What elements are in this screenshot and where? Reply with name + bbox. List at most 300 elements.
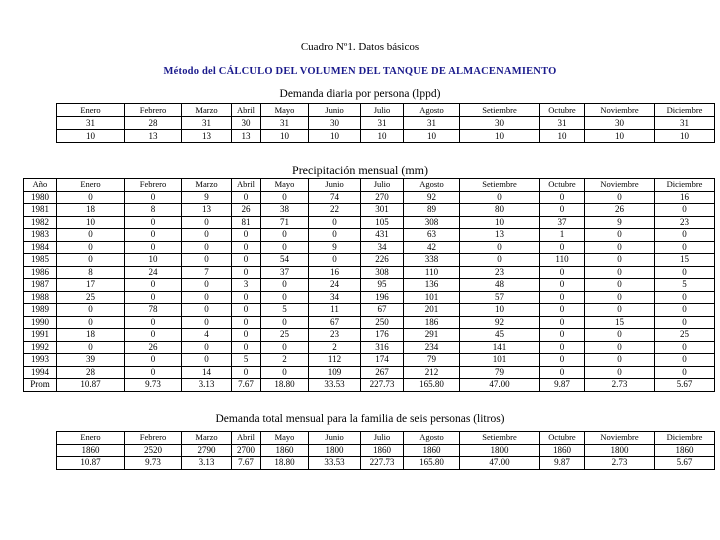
table-cell: 0 [585, 279, 655, 292]
table-cell: 33.53 [309, 379, 361, 392]
table-cell: 301 [361, 204, 404, 217]
table-cell: 3.13 [182, 379, 232, 392]
table-cell: 0 [182, 354, 232, 367]
table-cell: 0 [182, 229, 232, 242]
table-cell: 25 [57, 291, 125, 304]
table-cell: 141 [460, 341, 540, 354]
table-cell: 7 [182, 266, 232, 279]
month-header: Diciembre [655, 104, 715, 117]
table-row [24, 291, 715, 304]
table-cell: 0 [57, 316, 125, 329]
table-cell: 0 [261, 366, 309, 379]
month-header: Octubre [540, 104, 585, 117]
table-cell: 9.87 [540, 457, 585, 470]
table-cell: 25 [655, 329, 715, 342]
table-cell: 34 [361, 241, 404, 254]
table-cell: 10 [540, 130, 585, 143]
table-cell: 26 [125, 341, 182, 354]
table-cell: 80 [460, 204, 540, 217]
month-header: Junio [309, 104, 361, 117]
table-cell: 30 [460, 117, 540, 130]
month-header: Julio [361, 104, 404, 117]
table-cell: 16 [655, 191, 715, 204]
year-header: Año [24, 179, 57, 192]
month-header: Diciembre [655, 432, 715, 445]
table-cell: 0 [232, 316, 261, 329]
table-cell: 2.73 [585, 457, 655, 470]
table-cell: 431 [361, 229, 404, 242]
table-cell: 2520 [125, 444, 182, 457]
table-cell: 81 [232, 216, 261, 229]
table-cell: 5 [655, 279, 715, 292]
month-header: Febrero [125, 179, 182, 192]
table-cell: 31 [655, 117, 715, 130]
table-cell: 112 [309, 354, 361, 367]
table-cell: 0 [57, 341, 125, 354]
table-cell: 0 [540, 241, 585, 254]
table-cell: 10 [655, 130, 715, 143]
table-cell: 4 [182, 329, 232, 342]
table-row [24, 279, 715, 292]
month-header: Abril [232, 179, 261, 192]
table-cell: 10 [585, 130, 655, 143]
table-cell: 9.73 [125, 379, 182, 392]
table-row [24, 329, 715, 342]
table-cell: 9 [182, 191, 232, 204]
month-header: Febrero [125, 432, 182, 445]
table-row [24, 266, 715, 279]
month-header: Enero [57, 179, 125, 192]
table-cell: 0 [125, 241, 182, 254]
table-cell: 0 [540, 266, 585, 279]
table-cell: 3 [232, 279, 261, 292]
table-cell: 0 [540, 329, 585, 342]
table-cell: 47.00 [460, 379, 540, 392]
table-cell: 0 [232, 266, 261, 279]
table-cell: 3.13 [182, 457, 232, 470]
table-cell: 0 [585, 254, 655, 267]
table-cell: 18.80 [261, 379, 309, 392]
table-cell: 5.67 [655, 457, 715, 470]
table-cell: 0 [182, 216, 232, 229]
table-cell: 13 [460, 229, 540, 242]
table-cell: 0 [655, 366, 715, 379]
table-cell: 234 [404, 341, 460, 354]
month-header: Enero [57, 432, 125, 445]
precipitacion-table [23, 178, 715, 392]
year-cell: 1994 [24, 366, 57, 379]
table-cell: 2 [309, 341, 361, 354]
table-cell: 30 [232, 117, 261, 130]
table-cell: 0 [125, 191, 182, 204]
table-cell: 0 [182, 291, 232, 304]
table-cell: 0 [309, 216, 361, 229]
table-cell: 0 [261, 229, 309, 242]
table-cell: 34 [309, 291, 361, 304]
table-cell: 165.80 [404, 457, 460, 470]
table-cell: 101 [460, 354, 540, 367]
table-cell: 0 [232, 191, 261, 204]
table-cell: 28 [125, 117, 182, 130]
table-cell: 0 [232, 241, 261, 254]
year-cell: 1983 [24, 229, 57, 242]
year-cell: 1987 [24, 279, 57, 292]
table-cell: 18 [57, 329, 125, 342]
table-cell: 92 [404, 191, 460, 204]
table-cell: 1860 [404, 444, 460, 457]
table-cell: 0 [57, 229, 125, 242]
table-cell: 0 [232, 341, 261, 354]
table-cell: 2.73 [585, 379, 655, 392]
month-header: Octubre [540, 432, 585, 445]
table-cell: 10 [125, 254, 182, 267]
month-header: Marzo [182, 179, 232, 192]
table-cell: 0 [182, 316, 232, 329]
table-cell: 0 [57, 191, 125, 204]
table-cell: 0 [585, 229, 655, 242]
table-cell: 13 [182, 130, 232, 143]
table-cell: 308 [404, 216, 460, 229]
table-cell: 37 [540, 216, 585, 229]
month-header: Noviembre [585, 104, 655, 117]
month-header: Enero [57, 104, 125, 117]
table-cell: 0 [540, 279, 585, 292]
table-cell: 0 [57, 304, 125, 317]
month-header: Agosto [404, 432, 460, 445]
table-cell: 176 [361, 329, 404, 342]
table-cell: 174 [361, 354, 404, 367]
month-header: Febrero [125, 104, 182, 117]
table-cell: 92 [460, 316, 540, 329]
table-cell: 79 [460, 366, 540, 379]
table-cell: 0 [585, 291, 655, 304]
table-cell: 0 [232, 254, 261, 267]
table-cell: 0 [460, 254, 540, 267]
table-cell: 0 [585, 266, 655, 279]
table-cell: 338 [404, 254, 460, 267]
table-row [24, 216, 715, 229]
month-header: Mayo [261, 432, 309, 445]
table-cell: 10 [460, 216, 540, 229]
table-row [24, 304, 715, 317]
table-cell: 0 [182, 254, 232, 267]
table-cell: 227.73 [361, 457, 404, 470]
table-cell: 1860 [361, 444, 404, 457]
table-cell: 2790 [182, 444, 232, 457]
table-cell: 16 [309, 266, 361, 279]
table-cell: 10.87 [57, 379, 125, 392]
table-cell: 1860 [57, 444, 125, 457]
table-cell: 0 [309, 229, 361, 242]
table-cell: 23 [655, 216, 715, 229]
year-cell: 1991 [24, 329, 57, 342]
month-header: Noviembre [585, 179, 655, 192]
table-row [24, 366, 715, 379]
month-header: Noviembre [585, 432, 655, 445]
month-header: Agosto [404, 179, 460, 192]
table-cell: 63 [404, 229, 460, 242]
table-cell: 9 [309, 241, 361, 254]
table-cell: 31 [540, 117, 585, 130]
table-cell: 0 [585, 354, 655, 367]
table-cell: 0 [125, 229, 182, 242]
table-cell: 22 [309, 204, 361, 217]
table-cell: 7.67 [232, 379, 261, 392]
table-cell: 0 [261, 279, 309, 292]
table-cell: 1800 [460, 444, 540, 457]
table-cell: 1860 [261, 444, 309, 457]
month-header: Marzo [182, 432, 232, 445]
year-cell: 1993 [24, 354, 57, 367]
table-cell: 136 [404, 279, 460, 292]
method-title: Método del CÁLCULO DEL VOLUMEN DEL TANQUE DE ALMACENAMIENTO [163, 66, 557, 77]
table-cell: 0 [655, 291, 715, 304]
table-cell: 101 [404, 291, 460, 304]
table-cell: 31 [57, 117, 125, 130]
table-cell: 0 [125, 279, 182, 292]
table-cell: 0 [261, 241, 309, 254]
table-cell: 95 [361, 279, 404, 292]
table-cell: 0 [261, 341, 309, 354]
table-cell: 78 [125, 304, 182, 317]
table-cell: 201 [404, 304, 460, 317]
table-cell: 39 [57, 354, 125, 367]
table-cell: 25 [261, 329, 309, 342]
year-cell: 1982 [24, 216, 57, 229]
table-row [57, 444, 715, 457]
table-cell: 270 [361, 191, 404, 204]
year-cell: 1984 [24, 241, 57, 254]
year-cell: 1988 [24, 291, 57, 304]
table-row [24, 341, 715, 354]
month-header: Julio [361, 179, 404, 192]
table-cell: 196 [361, 291, 404, 304]
table-cell: 14 [182, 366, 232, 379]
table-cell: 10 [361, 130, 404, 143]
table-cell: 0 [540, 304, 585, 317]
table-cell: 0 [261, 291, 309, 304]
table-cell: 42 [404, 241, 460, 254]
precipitacion-title: Precipitación mensual (mm) [292, 163, 428, 177]
table-cell: 17 [57, 279, 125, 292]
total-table [56, 431, 715, 470]
table-cell: 0 [655, 266, 715, 279]
table-cell: 0 [655, 341, 715, 354]
table-cell: 0 [540, 316, 585, 329]
table-cell: 37 [261, 266, 309, 279]
table-cell: 0 [585, 191, 655, 204]
month-header: Setiembre [460, 179, 540, 192]
table-cell: 31 [361, 117, 404, 130]
table-cell: 18.80 [261, 457, 309, 470]
table-cell: 5 [261, 304, 309, 317]
table-cell: 1 [540, 229, 585, 242]
table-cell: 26 [232, 204, 261, 217]
table-cell: 105 [361, 216, 404, 229]
year-cell: 1980 [24, 191, 57, 204]
table-cell: 0 [232, 304, 261, 317]
table-row [24, 241, 715, 254]
month-header: Agosto [404, 104, 460, 117]
table-cell: 9.73 [125, 457, 182, 470]
table-cell: 18 [57, 204, 125, 217]
table-cell: 31 [182, 117, 232, 130]
table-cell: 0 [182, 341, 232, 354]
demanda-table [56, 103, 715, 143]
table-cell: 30 [309, 117, 361, 130]
table-cell: 45 [460, 329, 540, 342]
table-cell: 23 [309, 329, 361, 342]
table-row [57, 457, 715, 470]
table-row [24, 254, 715, 267]
table-cell: 28 [57, 366, 125, 379]
table-cell: 0 [232, 329, 261, 342]
table-cell: 33.53 [309, 457, 361, 470]
table-cell: 0 [182, 241, 232, 254]
table-cell: 1860 [655, 444, 715, 457]
table-cell: 79 [404, 354, 460, 367]
table-cell: 250 [361, 316, 404, 329]
table-cell: 10 [404, 130, 460, 143]
table-cell: 57 [460, 291, 540, 304]
table-cell: 89 [404, 204, 460, 217]
table-cell: 212 [404, 366, 460, 379]
month-header: Octubre [540, 179, 585, 192]
table-cell: 23 [460, 266, 540, 279]
month-header: Abril [232, 104, 261, 117]
table-cell: 11 [309, 304, 361, 317]
table-cell: 0 [655, 354, 715, 367]
table-cell: 0 [585, 241, 655, 254]
table-cell: 31 [404, 117, 460, 130]
table-cell: 0 [460, 241, 540, 254]
year-cell: 1989 [24, 304, 57, 317]
table-cell: 8 [125, 204, 182, 217]
table-cell: 10 [57, 130, 125, 143]
table-cell: 13 [125, 130, 182, 143]
month-header: Junio [309, 432, 361, 445]
table-cell: 0 [125, 366, 182, 379]
year-cell: 1990 [24, 316, 57, 329]
table-cell: 267 [361, 366, 404, 379]
table-cell: 0 [125, 329, 182, 342]
table-cell: 0 [655, 204, 715, 217]
table-cell: 71 [261, 216, 309, 229]
table-cell: 7.67 [232, 457, 261, 470]
table-row [24, 316, 715, 329]
table-cell: 0 [585, 341, 655, 354]
table-row [24, 204, 715, 217]
month-header: Setiembre [460, 104, 540, 117]
table-cell: 31 [261, 117, 309, 130]
table-cell: 110 [540, 254, 585, 267]
table-cell: 0 [57, 241, 125, 254]
table-cell: 1860 [540, 444, 585, 457]
table-cell: 0 [540, 291, 585, 304]
year-cell: 1981 [24, 204, 57, 217]
table-cell: 67 [309, 316, 361, 329]
table-cell: 10 [309, 130, 361, 143]
table-caption: Cuadro Nº1. Datos básicos [300, 41, 420, 53]
table-cell: 0 [655, 241, 715, 254]
table-header-row [57, 432, 715, 445]
month-header: Marzo [182, 104, 232, 117]
month-header: Abril [232, 432, 261, 445]
table-cell: 47.00 [460, 457, 540, 470]
table-cell: 316 [361, 341, 404, 354]
table-cell: 8 [57, 266, 125, 279]
table-cell: 9 [585, 216, 655, 229]
table-cell: 24 [309, 279, 361, 292]
table-cell: 0 [585, 329, 655, 342]
table-header-row [57, 104, 715, 117]
table-cell: 0 [309, 254, 361, 267]
table-cell: 15 [655, 254, 715, 267]
table-cell: 0 [585, 366, 655, 379]
table-cell: 291 [404, 329, 460, 342]
table-cell: 0 [182, 304, 232, 317]
table-row [24, 379, 715, 392]
table-cell: 110 [404, 266, 460, 279]
table-cell: 15 [585, 316, 655, 329]
table-row [24, 354, 715, 367]
table-cell: 0 [232, 291, 261, 304]
table-cell: 13 [182, 204, 232, 217]
table-cell: 74 [309, 191, 361, 204]
year-cell: 1992 [24, 341, 57, 354]
table-row [57, 130, 715, 143]
table-cell: 1800 [585, 444, 655, 457]
table-header-row [24, 179, 715, 192]
table-cell: 5.67 [655, 379, 715, 392]
table-row [57, 117, 715, 130]
table-cell: 0 [125, 354, 182, 367]
table-cell: 227.73 [361, 379, 404, 392]
table-cell: 0 [125, 216, 182, 229]
table-cell: 226 [361, 254, 404, 267]
table-cell: 1800 [309, 444, 361, 457]
total-title: Demanda total mensual para la familia de seis personas (litros) [215, 413, 505, 425]
table-cell: 0 [540, 366, 585, 379]
table-cell: 0 [540, 341, 585, 354]
table-cell: 26 [585, 204, 655, 217]
table-cell: 0 [125, 316, 182, 329]
table-cell: 24 [125, 266, 182, 279]
table-cell: 0 [655, 304, 715, 317]
year-cell: 1986 [24, 266, 57, 279]
table-cell: 0 [261, 191, 309, 204]
table-cell: 13 [232, 130, 261, 143]
table-cell: 54 [261, 254, 309, 267]
table-cell: 0 [655, 316, 715, 329]
table-row [24, 229, 715, 242]
table-row [24, 191, 715, 204]
table-cell: 48 [460, 279, 540, 292]
table-cell: 0 [585, 304, 655, 317]
table-cell: 10 [57, 216, 125, 229]
table-cell: 67 [361, 304, 404, 317]
table-cell: 0 [460, 191, 540, 204]
table-cell: 10 [460, 304, 540, 317]
table-cell: 30 [585, 117, 655, 130]
table-cell: 0 [540, 354, 585, 367]
table-cell: 9.87 [540, 379, 585, 392]
table-cell: 186 [404, 316, 460, 329]
table-cell: 308 [361, 266, 404, 279]
table-cell: 2 [261, 354, 309, 367]
table-cell: 0 [540, 191, 585, 204]
month-header: Julio [361, 432, 404, 445]
